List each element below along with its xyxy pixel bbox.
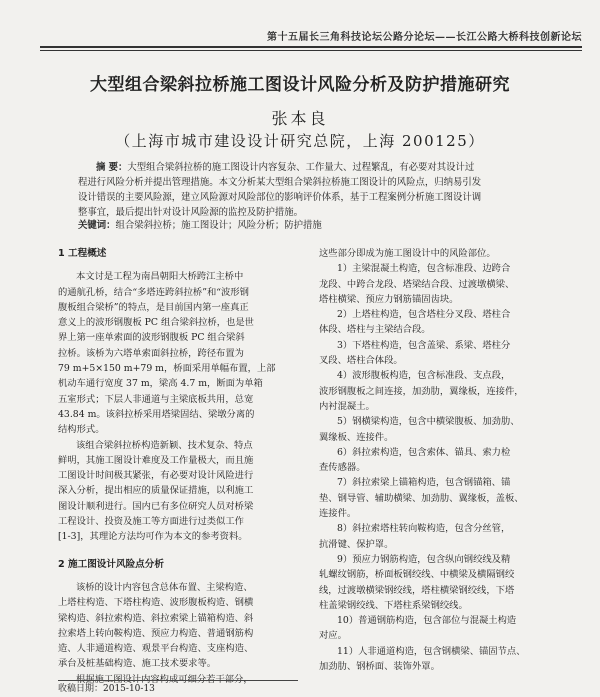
body-line: 五室形式；下层人非通道与主梁底板共用，总宽: [58, 393, 254, 405]
section-heading: 2 施工图设计风险点分析: [58, 558, 164, 570]
body-line: 鲜明，其施工图设计难度及工作量极大，而且施: [58, 454, 254, 466]
author: 张本良: [271, 109, 329, 128]
received-date: 收稿日期：2015-10-13: [58, 680, 298, 695]
body-line: 深入分析，提出相应的质量保证措施，以利施工: [58, 485, 254, 497]
body-line: [1-3]，其理论方法均可作为本文的参考资料。: [58, 531, 248, 543]
right-column: [319, 246, 583, 674]
body-line: 图设计顺利进行。国内已有多位研究人员对桥梁: [58, 500, 254, 512]
list-item-line: 波形钢腹板之间连接，加劲肋，翼缘板，连接件，: [319, 385, 524, 397]
body-line: 造、人非通道构造、观景平台构造、支座构造、: [58, 643, 254, 655]
section-heading: 1 工程概述: [58, 248, 107, 259]
list-item-line: 轧螺纹钢筋，桥面板钢绞线、中横梁及横隔钢绞: [319, 569, 515, 581]
running-head: 第十五届长三角科技论坛公路分论坛——长江公路大桥科技创新论坛: [40, 28, 582, 48]
list-item-line: 翼缘板、连接件。: [319, 431, 394, 443]
list-item-line: 查传感器。: [319, 462, 366, 474]
list-item-line: 塔柱横梁、预应力钢筋锚固齿块。: [319, 293, 459, 305]
list-item-line: 7）斜拉索梁上锚箱构造，包含钢锚箱、锚: [337, 477, 511, 489]
list-item-line: 6）斜拉索构造，包含索体、锚具、索力检: [337, 446, 511, 458]
list-item-line: 抗滑键、保护罩。: [319, 538, 394, 550]
list-item-line: 10）普通钢筋构造，包含部位与混凝土构造: [337, 615, 517, 627]
body-line: 拉索塔上转向鞍构造、预应力构造、普通钢筋构: [58, 627, 254, 639]
body-line: 承台及桩基础构造、施工技术要求等。: [58, 658, 217, 670]
affiliation: （上海市城市建设设计研究总院，上海 200125）: [115, 132, 485, 150]
list-item-line: 加劲肋、钢桥面、装饰外罩。: [319, 661, 440, 673]
body-line: 上塔柱构造、下塔柱构造、波形腹板构造、钢横: [58, 597, 254, 609]
list-item-line: 龙段、中跨合龙段、塔梁结合段、过渡墩横梁、: [319, 278, 515, 290]
body-line: 该桥的设计内容包含总体布置、主梁构造、: [76, 581, 253, 593]
body-line: 腹板组合梁桥”的特点，是目前国内第一座真正: [58, 301, 249, 313]
list-item-line: 对应。: [319, 630, 347, 642]
abstract-line: 整事宜，最后提出针对设计风险源的监控及防护措施。: [78, 207, 304, 218]
body-line: 的通航孔桥，结合“多塔连跨斜拉桥”和“波形钢: [58, 286, 249, 298]
list-item-line: 叉段、塔柱合体段。: [319, 355, 403, 367]
body-line: 拉桥。该桥为六塔单索面斜拉桥，跨径布置为: [58, 347, 244, 359]
list-item-line: 连接件。: [319, 508, 357, 520]
list-item-line: 线，过渡墩横梁钢绞线，塔柱横梁钢绞线，下塔: [319, 584, 515, 596]
body-line: 根据施工图设计内容构成可细分若干部分，: [76, 673, 253, 685]
left-column: [58, 246, 302, 687]
keywords: [78, 219, 570, 233]
list-item-line: 3）下塔柱构造，包含盖梁、系梁、塔柱分: [337, 339, 511, 351]
list-item-line: 5）钢横梁构造，包含中横梁腹板、加劲肋、: [337, 416, 520, 428]
keywords-label: 关键词：: [78, 220, 116, 231]
list-item-line: 柱盖梁钢绞线、下塔柱系梁钢绞线。: [319, 599, 468, 611]
body-line: 43.84 m。该斜拉桥采用塔梁固结、梁墩分离的: [58, 408, 255, 420]
abstract-line: 设计错误的主要风险源，建立风险源对风险部位的影响评价体系，基于工程案例分析施工图设计调: [78, 192, 482, 203]
list-item-line: 体段、塔柱与主梁结合段。: [319, 324, 431, 336]
list-item-line: 4）波形腹板构造，包含标准段、支点段，: [337, 370, 511, 382]
list-item-line: 8）斜拉索塔柱转向鞍构造，包含分丝管，: [337, 523, 511, 535]
list-item-line: 9）预应力钢筋构造，包含纵向钢绞线及精: [337, 553, 511, 565]
list-item-line: 11）人非通道构造，包含钢横梁、锚固节点、: [337, 645, 526, 657]
list-item-line: 垫、钢导管、辅助横梁、加劲肋、翼缘板，盖板、: [319, 492, 524, 504]
abstract: [78, 160, 570, 220]
body-line: 79 m+5×150 m+79 m，桥面采用单幅布置，上部: [58, 363, 276, 375]
body-line: 结构形式。: [58, 424, 105, 436]
body-line: 梁构造、斜拉索构造、斜拉索梁上锚箱构造、斜: [58, 612, 254, 624]
body-line: 这些部分即成为施工图设计中的风险部位。: [319, 248, 496, 259]
list-item-line: 内衬混凝土。: [319, 400, 375, 412]
body-line: 机动车通行宽度 37 m，梁高 4.7 m，断面为单箱: [58, 378, 263, 390]
abstract-line: 大型组合梁斜拉桥的施工图设计内容复杂、工作量大、过程繁乱，有必要对其设计过: [127, 162, 475, 173]
abstract-line: 程进行风险分析并提出管理措施。本文分析某大型组合梁斜拉桥施工图设计的风险点，归纳易引发: [78, 177, 482, 188]
keywords-text: 组合梁斜拉桥；施工图设计；风险分析；防护措施: [115, 220, 322, 231]
paper-title: 大型组合梁斜拉桥施工图设计风险分析及防护措施研究: [90, 75, 510, 95]
body-line: 界上第一座单索面的波形钢腹板 PC 组合梁斜: [58, 332, 245, 344]
body-line: 本文讨是工程为南昌朝阳大桥跨江主桥中: [76, 271, 244, 283]
body-line: 意义上的波形钢腹板 PC 组合梁斜拉桥，也是世: [58, 317, 254, 329]
body-line: 该组合梁斜拉桥构造新颖、技术复杂、特点: [76, 439, 253, 451]
body-line: 工程设计、投资及施工等方面进行过类似工作: [58, 516, 244, 528]
list-item-line: 1）主梁混凝土构造，包含标准段、边跨合: [337, 263, 511, 275]
list-item-line: 2）上塔柱构造，包含塔柱分叉段、塔柱合: [337, 309, 511, 321]
abstract-label: 摘 要：: [96, 162, 128, 173]
body-line: 工图设计时间极其紧张，有必要对设计风险进行: [58, 470, 254, 482]
